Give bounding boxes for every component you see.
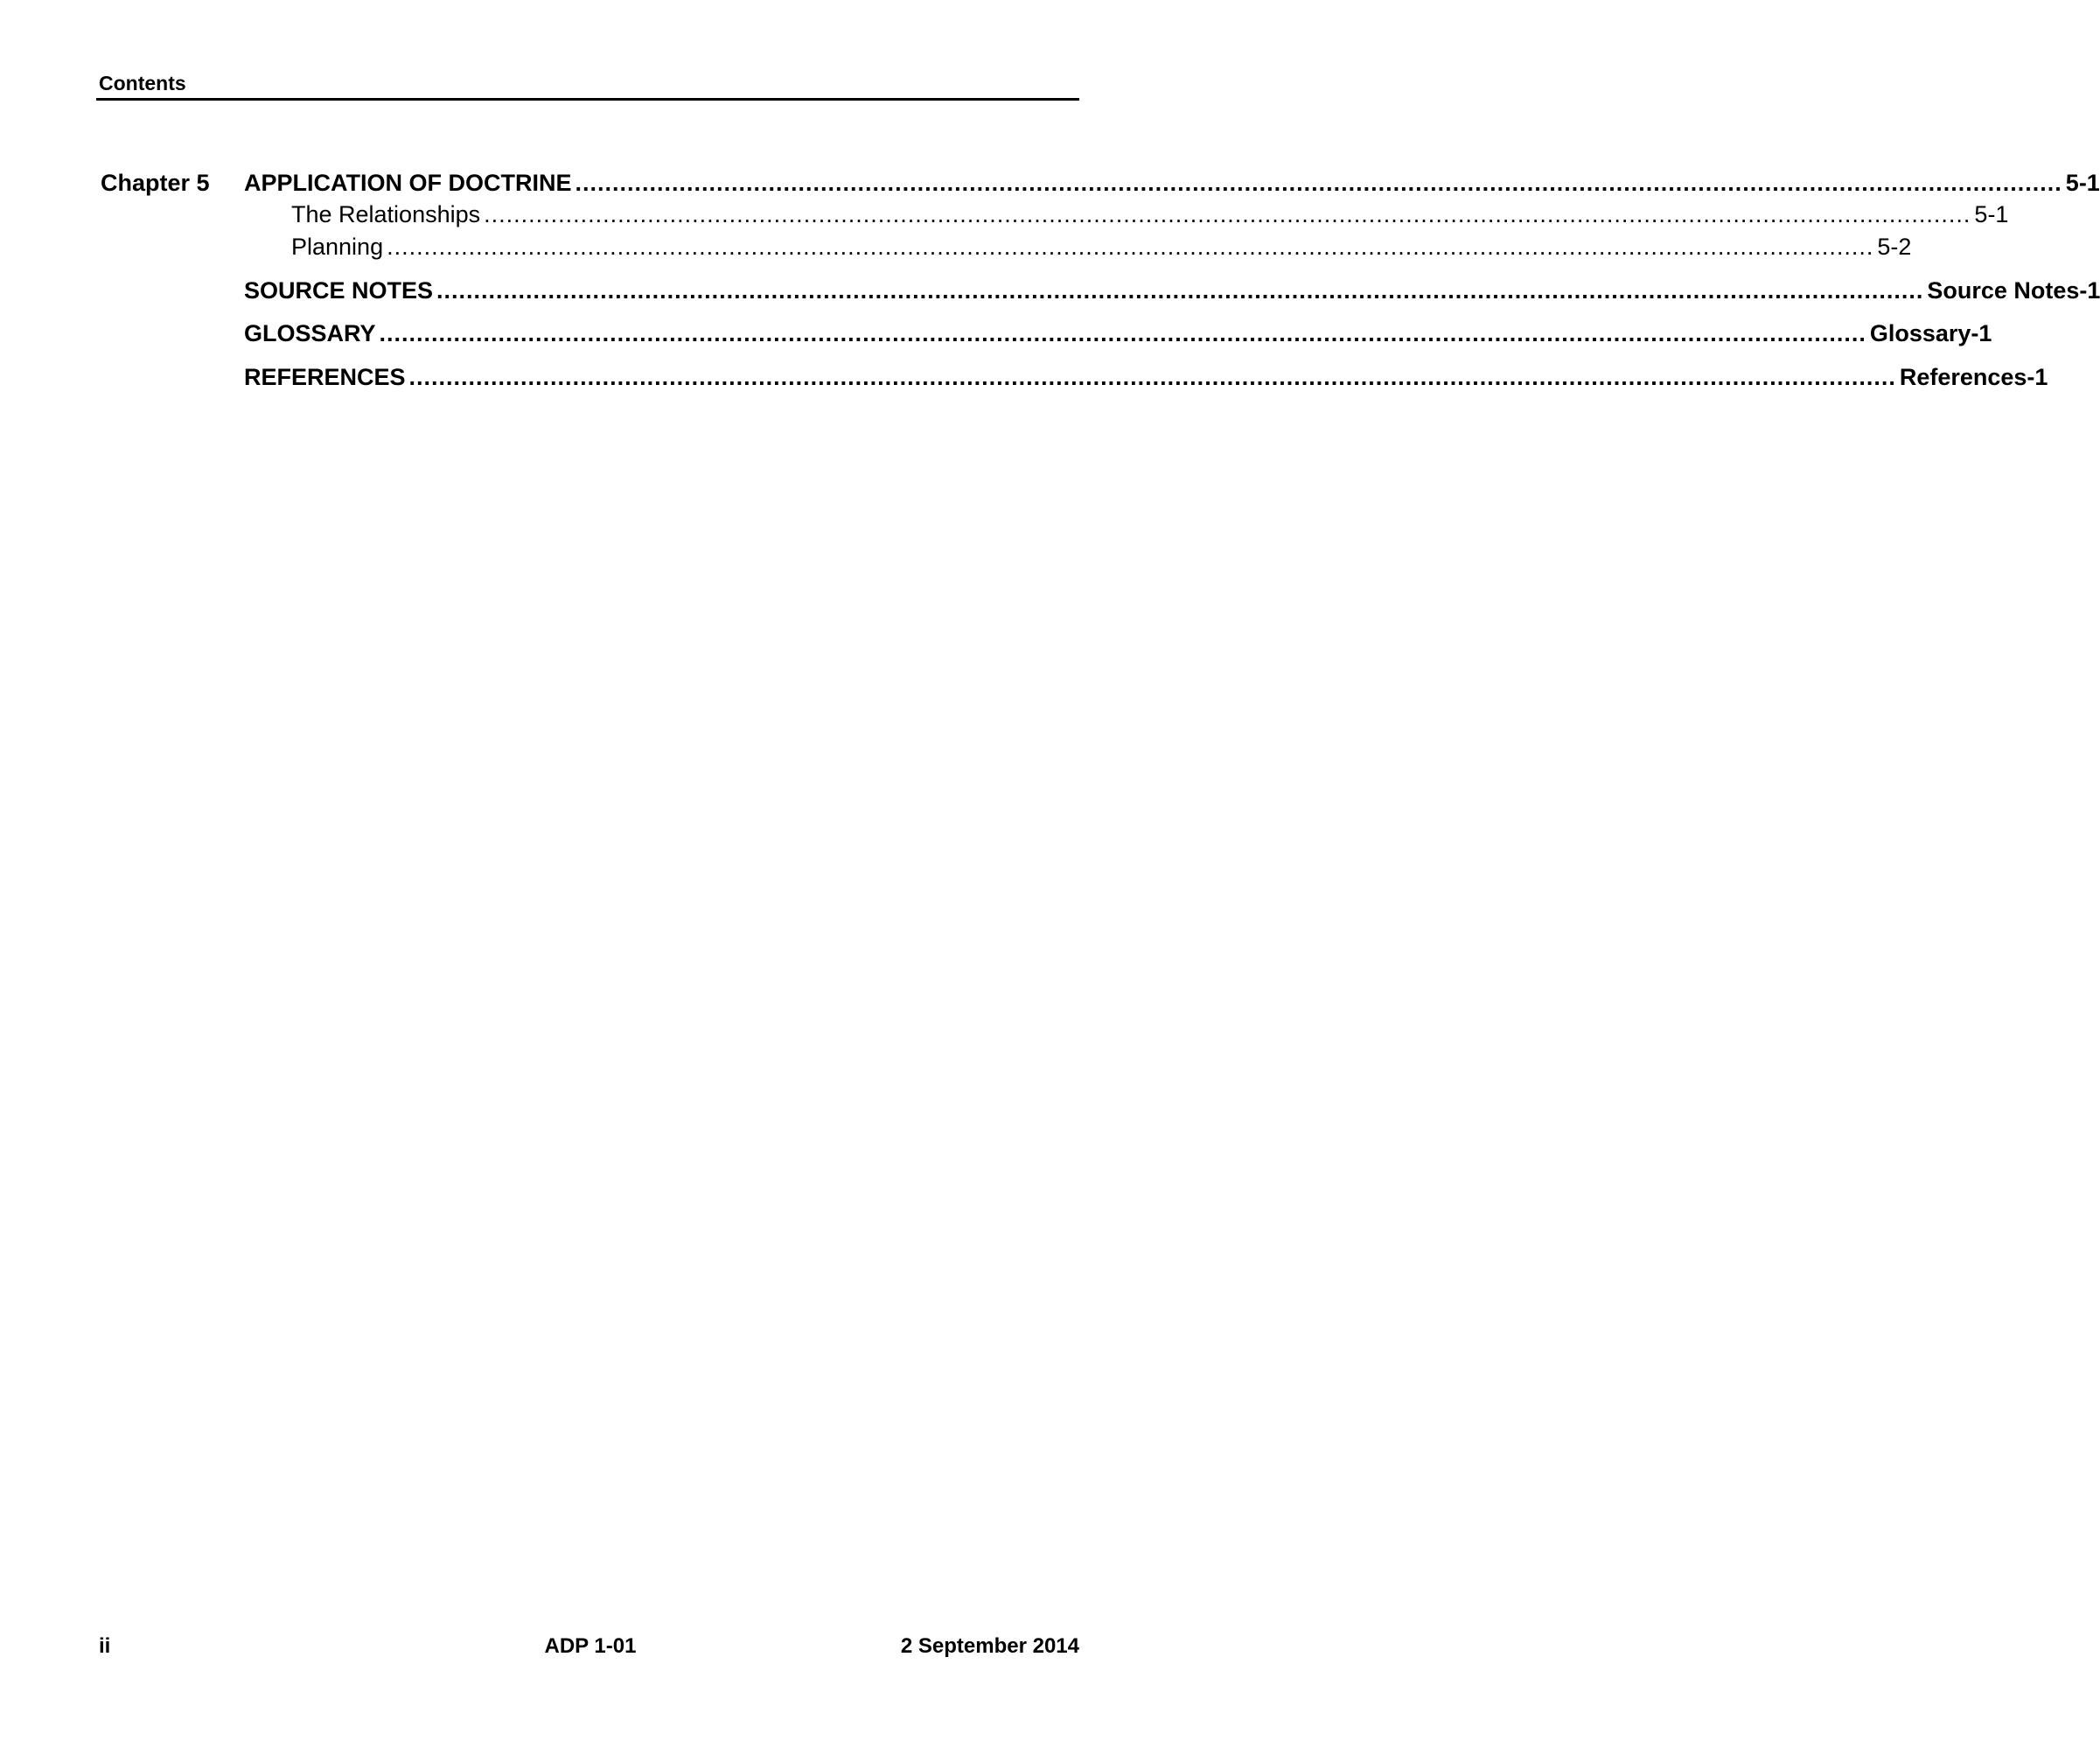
toc-entry-page: 5-1 [2065, 170, 2100, 196]
header-divider [96, 98, 1079, 101]
toc-entry-planning[interactable] [291, 232, 1912, 262]
dot-leader: ........................................................................................................................................................................................................ [379, 320, 1866, 346]
footer-date: 2 September 2014 [900, 1634, 1079, 1658]
toc-entry-page: 5-2 [1877, 234, 1912, 260]
toc-entry-page: References-1 [1899, 364, 2048, 390]
footer-page-number: ii [99, 1634, 111, 1658]
footer-publication: ADP 1-01 [544, 1634, 637, 1658]
toc-entry-title: APPLICATION OF DOCTRINE [244, 170, 572, 196]
toc-entry-page: 5-1 [1974, 201, 2009, 227]
toc-entry-title: REFERENCES [244, 364, 406, 390]
dot-leader: ........................................................................................................................................................................................................ [387, 234, 1874, 260]
toc-entry-title: GLOSSARY [244, 320, 376, 346]
toc-entry-title: The Relationships [291, 201, 481, 227]
dot-leader: ........................................................................................................................................................................................................ [575, 170, 2062, 196]
dot-leader: ........................................................................................................................................................................................................ [408, 364, 1896, 390]
toc-entry-title: SOURCE NOTES [244, 277, 434, 304]
toc-entry-title: Planning [291, 234, 384, 260]
page-header-title: Contents [99, 72, 186, 94]
toc-entry-the-relationships[interactable] [291, 199, 2009, 229]
toc-entry-references[interactable] [244, 362, 2048, 392]
toc-entry-application-of-doctrine[interactable] [244, 168, 2100, 198]
toc-entry-page: Source Notes-1 [1927, 277, 2100, 304]
toc-entry-page: Glossary-1 [1869, 320, 1992, 346]
dot-leader: ........................................................................................................................................................................................................ [484, 201, 1971, 227]
toc-entry-source-notes[interactable] [244, 276, 2100, 305]
chapter-label: Chapter 5 [101, 170, 210, 196]
toc-entry-glossary[interactable] [244, 318, 1992, 348]
dot-leader: ........................................................................................................................................................................................................ [436, 277, 1924, 304]
